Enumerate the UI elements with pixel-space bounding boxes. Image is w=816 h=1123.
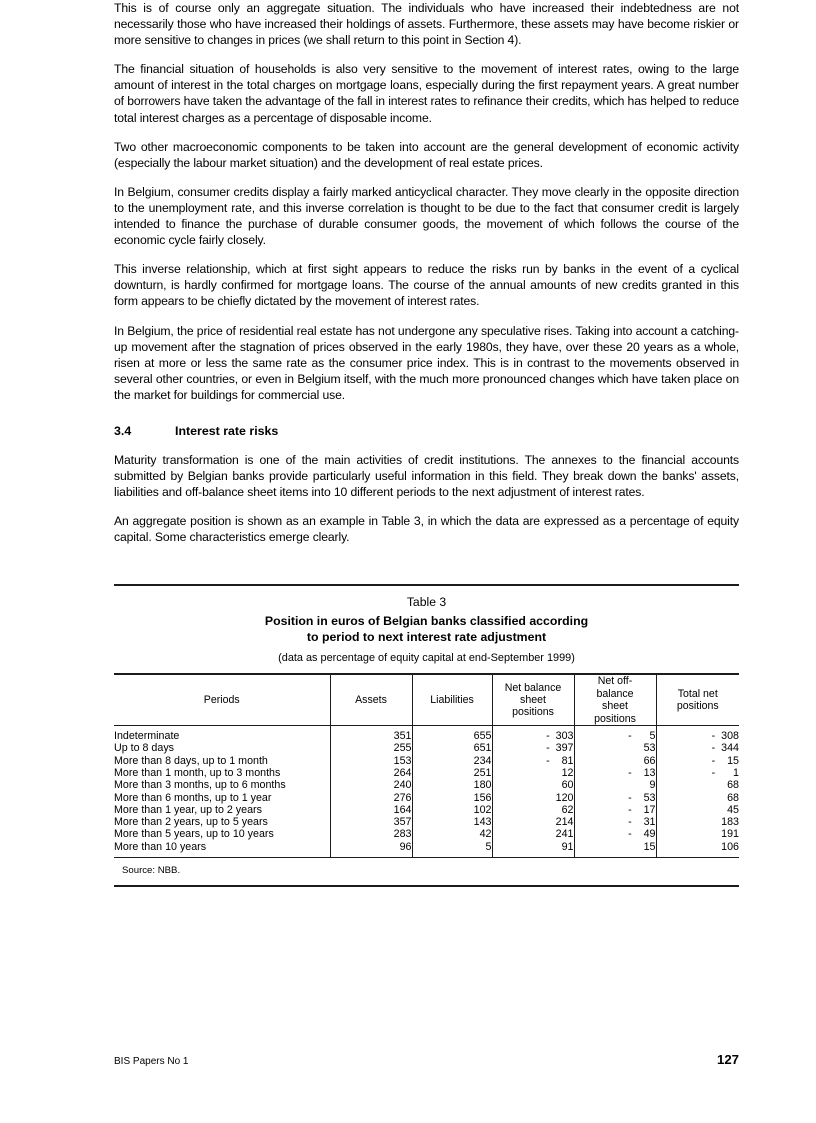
cell-liabilities: 655 [412, 726, 492, 742]
page-number: 127 [716, 1052, 739, 1067]
cell-period: More than 10 years [114, 840, 207, 853]
table-body [114, 726, 739, 857]
header-line: positions [512, 706, 554, 719]
cell-total-net: 183 [656, 816, 739, 828]
cell-net-balance-sheet: 62 [492, 804, 574, 816]
header-line: Assets [355, 694, 387, 707]
column-header-total-net-positions [656, 675, 739, 725]
section-title: Interest rate risks [175, 423, 279, 438]
cell-net-balance-sheet: 12 [492, 767, 574, 779]
cell-total-net: 191 [656, 828, 739, 840]
cell-assets: 351 [330, 726, 412, 742]
cell-period: More than 1 year, up to 2 years [114, 803, 262, 816]
cell-period: Up to 8 days [114, 742, 175, 755]
paragraph: In Belgium, the price of residential real estate has not undergone any speculative rises. Taking into account a catching-up movement after the stagnation of prices observed in the early 1980s, they have, over these 20 years as a whole, risen at more or less the same rate as the consumer price index. This is in contrast to the movements observed in several other countries, or even in Belgium itself, with the much more pronounced changes which have taken place on the market for buildings for commercial use. [114, 323, 739, 402]
table-row [114, 779, 739, 791]
cell-liabilities: 234 [412, 755, 492, 767]
section-heading [114, 423, 739, 439]
cell-liabilities: 251 [412, 767, 492, 779]
cell-total-net: 68 [656, 779, 739, 791]
data-table [114, 675, 739, 725]
table-title-line-2: to period to next interest rate adjustment [306, 629, 547, 644]
table-row [114, 828, 739, 840]
cell-total-net: - 344 [656, 742, 739, 754]
cell-net-balance-sheet: 241 [492, 828, 574, 840]
section-number: 3.4 [114, 423, 132, 438]
cell-net-off-balance-sheet: - 31 [574, 816, 656, 828]
cell-net-off-balance-sheet: - 13 [574, 767, 656, 779]
table-title-line-1: Position in euros of Belgian banks classified according [264, 614, 589, 629]
paragraph: An aggregate position is shown as an example in Table 3, in which the data are expressed as a percentage of equity capital. Some characteristics emerge clearly. [114, 514, 739, 545]
column-header-net-off-balance-sheet-positions [574, 675, 656, 725]
table-row [114, 816, 739, 828]
table-header-row [114, 675, 739, 725]
cell-net-off-balance-sheet: - 53 [574, 792, 656, 804]
cell-period: More than 5 years, up to 10 years [114, 828, 274, 841]
header-line: positions [594, 712, 636, 725]
cell-total-net: - 308 [656, 726, 739, 742]
table-row [114, 755, 739, 767]
paragraph: Maturity transformation is one of the main activities of credit institutions. The annexes to the financial accounts submitted by Belgian banks provide particularly useful information in this field. They break down the banks' assets, liabilities and off-balance sheet items into 10 different periods to the next adjustment of interest rates. [114, 452, 739, 500]
cell-net-off-balance-sheet: 66 [574, 755, 656, 767]
table-row [114, 767, 739, 779]
cell-net-off-balance-sheet: 15 [574, 841, 656, 857]
cell-liabilities: 180 [412, 779, 492, 791]
header-line: Net balance [504, 681, 562, 694]
table-row [114, 841, 739, 857]
table-caption [114, 586, 739, 673]
cell-net-balance-sheet: 120 [492, 792, 574, 804]
header-line: Total net [677, 687, 718, 700]
cell-net-balance-sheet: 214 [492, 816, 574, 828]
table-source-note: Source: NBB. [122, 865, 181, 877]
cell-net-off-balance-sheet: 53 [574, 742, 656, 754]
cell-liabilities: 143 [412, 816, 492, 828]
table-row [114, 726, 739, 742]
cell-assets: 96 [330, 841, 412, 857]
table-3-block [114, 584, 739, 887]
cell-period: More than 8 days, up to 1 month [114, 754, 268, 767]
cell-liabilities: 5 [412, 841, 492, 857]
header-line: Net off- [597, 675, 633, 688]
cell-liabilities: 102 [412, 804, 492, 816]
cell-net-balance-sheet: - 303 [492, 726, 574, 742]
header-line: sheet [602, 700, 628, 713]
paragraph: The financial situation of households is also very sensitive to the movement of interest rates, owing to the large amount of interest in the total charges on mortgage loans, especially during the first repayment years. A great number of borrowers have taken the advantage of the fall in interest rates to refinance their credits, which has helped to reduce total interest charges as a percentage of disposable income. [114, 62, 739, 125]
spacer [114, 558, 739, 584]
cell-net-off-balance-sheet: - 49 [574, 828, 656, 840]
page-content [114, 0, 739, 1123]
cell-assets: 153 [330, 755, 412, 767]
cell-assets: 276 [330, 792, 412, 804]
cell-assets: 283 [330, 828, 412, 840]
cell-assets: 240 [330, 779, 412, 791]
cell-net-balance-sheet: 60 [492, 779, 574, 791]
cell-assets: 255 [330, 742, 412, 754]
header-line: Periods [203, 694, 240, 707]
cell-net-balance-sheet: 91 [492, 841, 574, 857]
cell-total-net: 106 [656, 841, 739, 857]
cell-period: More than 2 years, up to 5 years [114, 816, 268, 829]
cell-liabilities: 156 [412, 792, 492, 804]
cell-period: More than 1 month, up to 3 months [114, 766, 281, 779]
table-row [114, 804, 739, 816]
cell-total-net: 45 [656, 804, 739, 816]
header-line: positions [676, 700, 719, 713]
paragraph: This is of course only an aggregate situation. The individuals who have increased their indebtedness are not necessarily those who have increased their holdings of assets. Furthermore, these assets may have become riskier or more sensitive to changes in prices (we shall return to this point in Section 4). [114, 1, 739, 48]
header-line: balance [596, 687, 634, 700]
cell-period: Indeterminate [114, 730, 180, 743]
paragraph: In Belgium, consumer credits display a fairly marked anticyclical character. They move clearly in the opposite direction to the unemployment rate, and this inverse correlation is thought to be due to the fact that consumer credit is largely intended to finance the purchase of durable consumer goods, the movement of which follows the course of the economic cycle fairly closely. [114, 184, 739, 248]
table-row [114, 792, 739, 804]
data-table-body [114, 726, 739, 857]
cell-net-off-balance-sheet: - 17 [574, 804, 656, 816]
column-header-assets [330, 675, 412, 725]
cell-period: More than 3 months, up to 6 months [114, 779, 286, 792]
header-line: Liabilities [430, 694, 474, 707]
cell-assets: 357 [330, 816, 412, 828]
column-header-net-balance-sheet-positions [492, 675, 574, 725]
cell-period: More than 6 months, up to 1 year [114, 791, 272, 804]
table-header [114, 675, 739, 725]
cell-liabilities: 651 [412, 742, 492, 754]
cell-total-net: - 1 [656, 767, 739, 779]
cell-assets: 164 [330, 804, 412, 816]
page-footer [114, 1052, 739, 1067]
paragraph: Two other macroeconomic components to be taken into account are the general development of economic activity (especially the labour market situation) and the development of real estate prices. [114, 139, 739, 170]
cell-net-balance-sheet: - 397 [492, 742, 574, 754]
table-number: Table 3 [406, 595, 447, 610]
cell-assets: 264 [330, 767, 412, 779]
cell-total-net: - 15 [656, 755, 739, 767]
column-header-liabilities [412, 675, 492, 725]
table-row [114, 742, 739, 754]
table-subtitle: (data as percentage of equity capital at end-September 1999) [278, 652, 575, 665]
column-header-periods [114, 675, 330, 725]
cell-net-off-balance-sheet: 9 [574, 779, 656, 791]
cell-net-off-balance-sheet: - 5 [574, 726, 656, 742]
footer-publication: BIS Papers No 1 [114, 1056, 189, 1067]
paragraph: This inverse relationship, which at first sight appears to reduce the risks run by banks in the event of a cyclical downturn, is hardly confirmed for mortgage loans. The course of the annual amounts of new credits granted in this form appears to be chiefly dictated by the movement of interest rates. [114, 262, 739, 309]
cell-net-balance-sheet: - 81 [492, 755, 574, 767]
cell-liabilities: 42 [412, 828, 492, 840]
cell-total-net: 68 [656, 792, 739, 804]
header-line: sheet [520, 694, 546, 707]
table-closing-rule [114, 885, 739, 887]
